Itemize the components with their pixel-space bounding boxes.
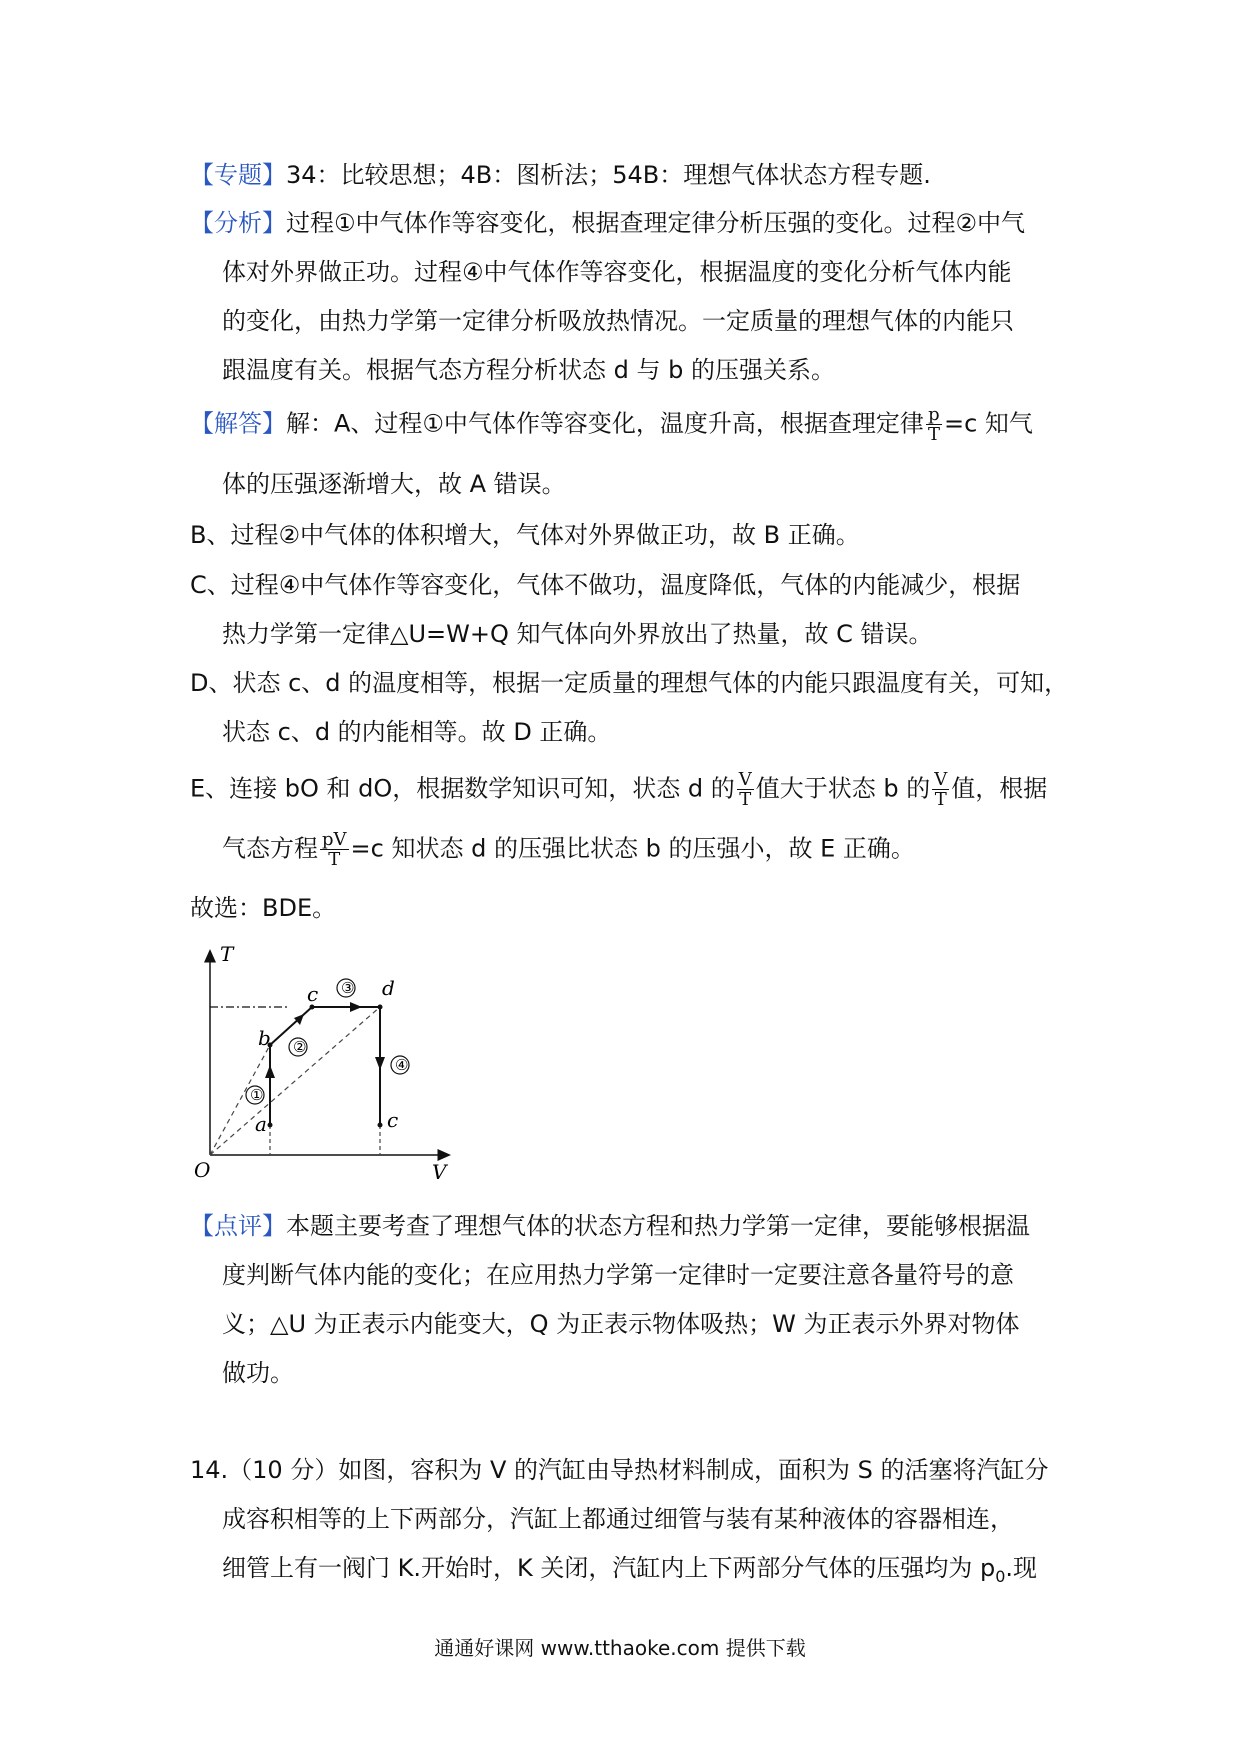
question-14-line-2: 成容积相等的上下两部分，汽缸上都通过细管与装有某种液体的容器相连， (222, 1505, 1014, 1533)
point-d (378, 1005, 383, 1010)
process-2-number: ② (293, 1038, 307, 1056)
process-4-arrow (375, 1057, 385, 1070)
answer-option-d-1: D、状态 c、d 的温度相等，根据一定质量的理想气体的内能只跟温度有关，可知， (190, 669, 1069, 697)
answer-option-c-1: C、过程④中气体作等容变化，气体不做功，温度降低，气体的内能减少，根据 (190, 571, 1021, 599)
process-3-number: ③ (341, 979, 355, 997)
process-1-arrow (265, 1065, 275, 1078)
analysis-line-3: 的变化，由热力学第一定律分析吸放热情况。一定质量的理想气体的内能只 (222, 307, 1014, 335)
label-c-top: c (307, 982, 319, 1006)
label-d: d (382, 976, 395, 1000)
comment-line-3: 义；△U 为正表示内能变大，Q 为正表示物体吸热；W 为正表示外界对物体 (222, 1310, 1020, 1338)
analysis-line-2: 体对外界做正功。过程④中气体作等容变化，根据温度的变化分析气体内能 (222, 258, 1012, 286)
question-14-line-1: 14.（10 分）如图，容积为 V 的汽缸由导热材料制成，面积为 S 的活塞将汽缸分 (190, 1456, 1049, 1484)
fraction-pv-over-t: $\frac{pV}{T}$ (322, 829, 347, 870)
process-4-number: ④ (395, 1056, 409, 1074)
answer-tag: 【解答】 (190, 409, 286, 438)
fraction-v-over-t: $\frac{V}{T}$ (738, 769, 752, 810)
process-1-number: ① (250, 1086, 264, 1104)
answer-option-b: B、过程②中气体的体积增大，气体对外界做正功，故 B 正确。 (190, 521, 860, 549)
answer-option-e-2: 气态方程 $\frac{pV}{T}$ =c 知状态 d 的压强比状态 b 的压强小，故 E 正确。 (222, 829, 915, 870)
comment-text-1: 本题主要考查了理想气体的状态方程和热力学第一定律，要能够根据温 (286, 1212, 1030, 1240)
answer-line-1: 【解答】解：A、过程①中气体作等容变化，温度升高，根据查理定律 $\frac{p}{T}$ =c 知气 (190, 404, 1033, 445)
topic-tag: 【专题】 (190, 161, 286, 189)
axis-label-t: T (220, 945, 234, 966)
label-c-bottom: c (387, 1108, 399, 1132)
analysis-text-1: 过程①中气体作等容变化，根据查理定律分析压强的变化。过程②中气 (286, 209, 1026, 237)
answer-option-d-2: 状态 c、d 的内能相等。故 D 正确。 (222, 718, 612, 746)
comment-line-1 (190, 1209, 1030, 1243)
fraction-v-over-t: $\frac{V}{T}$ (934, 769, 948, 810)
point-a (268, 1123, 273, 1128)
question-14-line-3: 细管上有一阀门 K.开始时，K 关闭，汽缸内上下两部分气体的压强均为 $p_0$.现 (222, 1554, 1038, 1586)
answer-option-c-2: 热力学第一定律△U=W+Q 知气体向外界放出了热量，故 C 错误。 (222, 620, 933, 648)
topic-text: 34：比较思想；4B：图析法；54B：理想气体状态方程专题. (286, 161, 931, 189)
t-v-graph (190, 945, 460, 1185)
point-c-bottom (378, 1123, 383, 1128)
analysis-tag: 【分析】 (190, 209, 286, 237)
comment-tag: 【点评】 (190, 1212, 286, 1240)
process-2-arrow (294, 1014, 304, 1025)
label-a: a (255, 1112, 267, 1136)
process-3-arrow (350, 1002, 362, 1012)
comment-line-4: 做功。 (222, 1359, 294, 1387)
analysis-line-1 (190, 206, 1025, 240)
answer-choice: 故选：BDE。 (190, 894, 337, 922)
answer-line-2: 体的压强逐渐增大，故 A 错误。 (222, 470, 566, 498)
axis-label-v: V (432, 1160, 447, 1184)
answer-option-e-1: E、连接 bO 和 dO，根据数学知识可知，状态 d 的 $\frac{V}{T}$ 值大于状态 b 的 $\frac{V}{T}$ 值，根据 (190, 769, 1048, 810)
answer-text-1: 解：A、过程①中气体作等容变化，温度升高，根据查理定律 (286, 409, 924, 438)
comment-line-2: 度判断气体内能的变化；在应用热力学第一定律时一定要注意各量符号的意 (222, 1261, 1014, 1289)
page-footer: 通通好课网 www.tthaoke.com 提供下载 (434, 1636, 806, 1660)
fraction-p-over-t: $\frac{p}{T}$ (927, 404, 940, 445)
origin-label: O (194, 1158, 211, 1182)
analysis-line-4: 跟温度有关。根据气态方程分析状态 d 与 b 的压强关系。 (222, 356, 835, 384)
label-b: b (258, 1026, 271, 1050)
dashed-line-od (210, 1007, 380, 1155)
topic-line (190, 158, 931, 192)
